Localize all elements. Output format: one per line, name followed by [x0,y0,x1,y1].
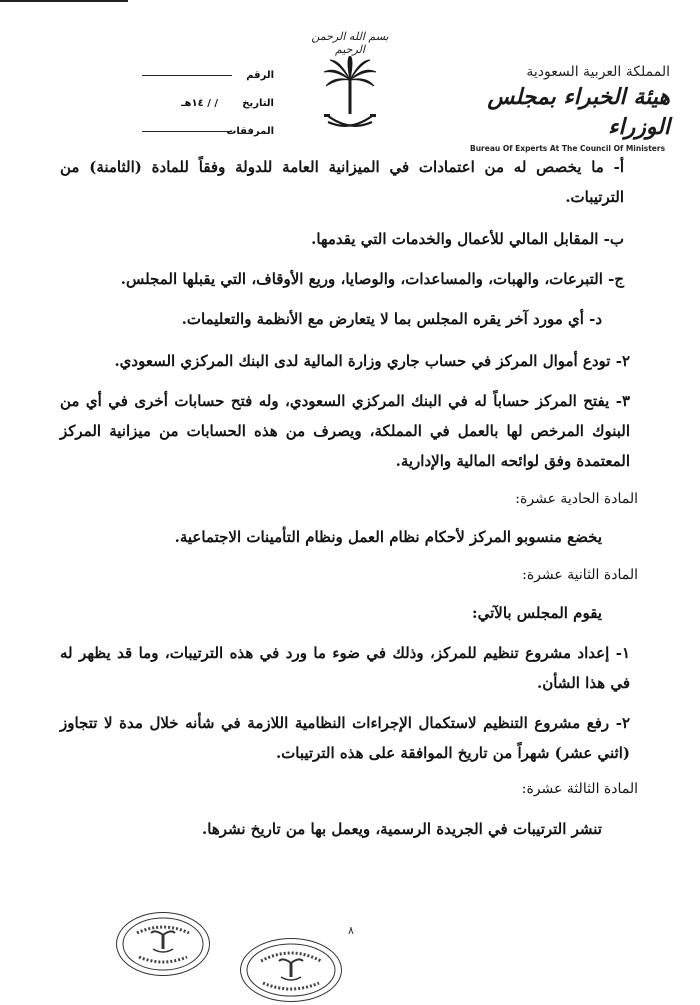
palm-and-swords-emblem-icon [322,56,378,142]
attachments-label: المرفقات [226,126,274,137]
article-13-text: تنشر الترتيبات في الجريدة الرسمية، ويعمل بها من تاريخ نشرها. [202,820,602,838]
item-b: ب- المقابل المالي للأعمال والخدمات التي يقدمها. [311,230,624,248]
article-12-intro: يقوم المجلس بالآتي: [472,604,602,622]
article-12-item-1: ١- إعداد مشروع تنظيم للمركز، وذلك في ضوء ما ورد في هذه الترتيبات، وما قد يظهر له في هذا الشأن. [60,644,630,692]
article-12-item-2: ٢- رفع مشروع التنظيم لاستكمال الإجراءات النظامية اللازمة في شأنه خلال مدة لا تتجاوز (اثني عشر) شهراً من تاريخ الموافقة على هذه الترتيبات. [60,714,630,762]
page-number: ٨ [348,924,354,937]
number-field [142,70,274,81]
item-a: أ- ما يخصص له من اعتمادات في الميزانية العامة للدولة وفقاً للمادة (الثامنة) من الترتيبات. [60,158,624,206]
bureau-name-arabic: هيئة الخبراء بمجلس الوزراء [487,84,670,140]
bureau-name-english: Bureau Of Experts At The Council Of Ministers [470,144,666,153]
basmala: بسم الله الرحمن الرحيم [311,30,389,56]
date-label: التاريخ [242,98,274,109]
item-c: ج- التبرعات، والهبات، والمساعدات، والوصايا، وريع الأوقاف، التي يقبلها المجلس. [120,270,624,288]
top-rule [0,0,128,2]
official-seal-1 [116,912,210,976]
article-13-heading: المادة الثالثة عشرة: [521,781,638,797]
official-seal-2 [240,938,342,1002]
article-11-text: يخضع منسوبو المركز لأحكام نظام العمل ونظام التأمينات الاجتماعية. [174,528,602,546]
date-field [181,98,274,109]
number-label: الرقم [246,70,274,81]
date-value: / / ١٤هـ [181,98,218,109]
attachments-field [142,126,274,137]
kingdom-name: المملكة العربية السعودية [526,64,670,80]
bureau-letterhead [470,64,670,153]
item-d: د- أي مورد آخر يقره المجلس بما لا يتعارض مع الأنظمة والتعليمات. [181,310,602,328]
article-11-heading: المادة الحادية عشرة: [515,491,638,507]
article-12-heading: المادة الثانية عشرة: [522,567,638,583]
attachments-blank-line [142,131,232,132]
number-blank-line [142,75,232,76]
item-2: ٢- تودع أموال المركز في حساب جاري وزارة المالية لدى البنك المركزي السعودي. [114,352,630,370]
item-3: ٣- يفتح المركز حساباً له في البنك المركزي السعودي، وله فتح حسابات أخرى في أي من البنوك المرخص لها بالعمل في المملكة، ويصرف من هذه الحسابات من ميزانية المركز المعتمدة وفق لوائحه المالية والإدارية. [60,392,630,470]
document-body [60,152,638,844]
